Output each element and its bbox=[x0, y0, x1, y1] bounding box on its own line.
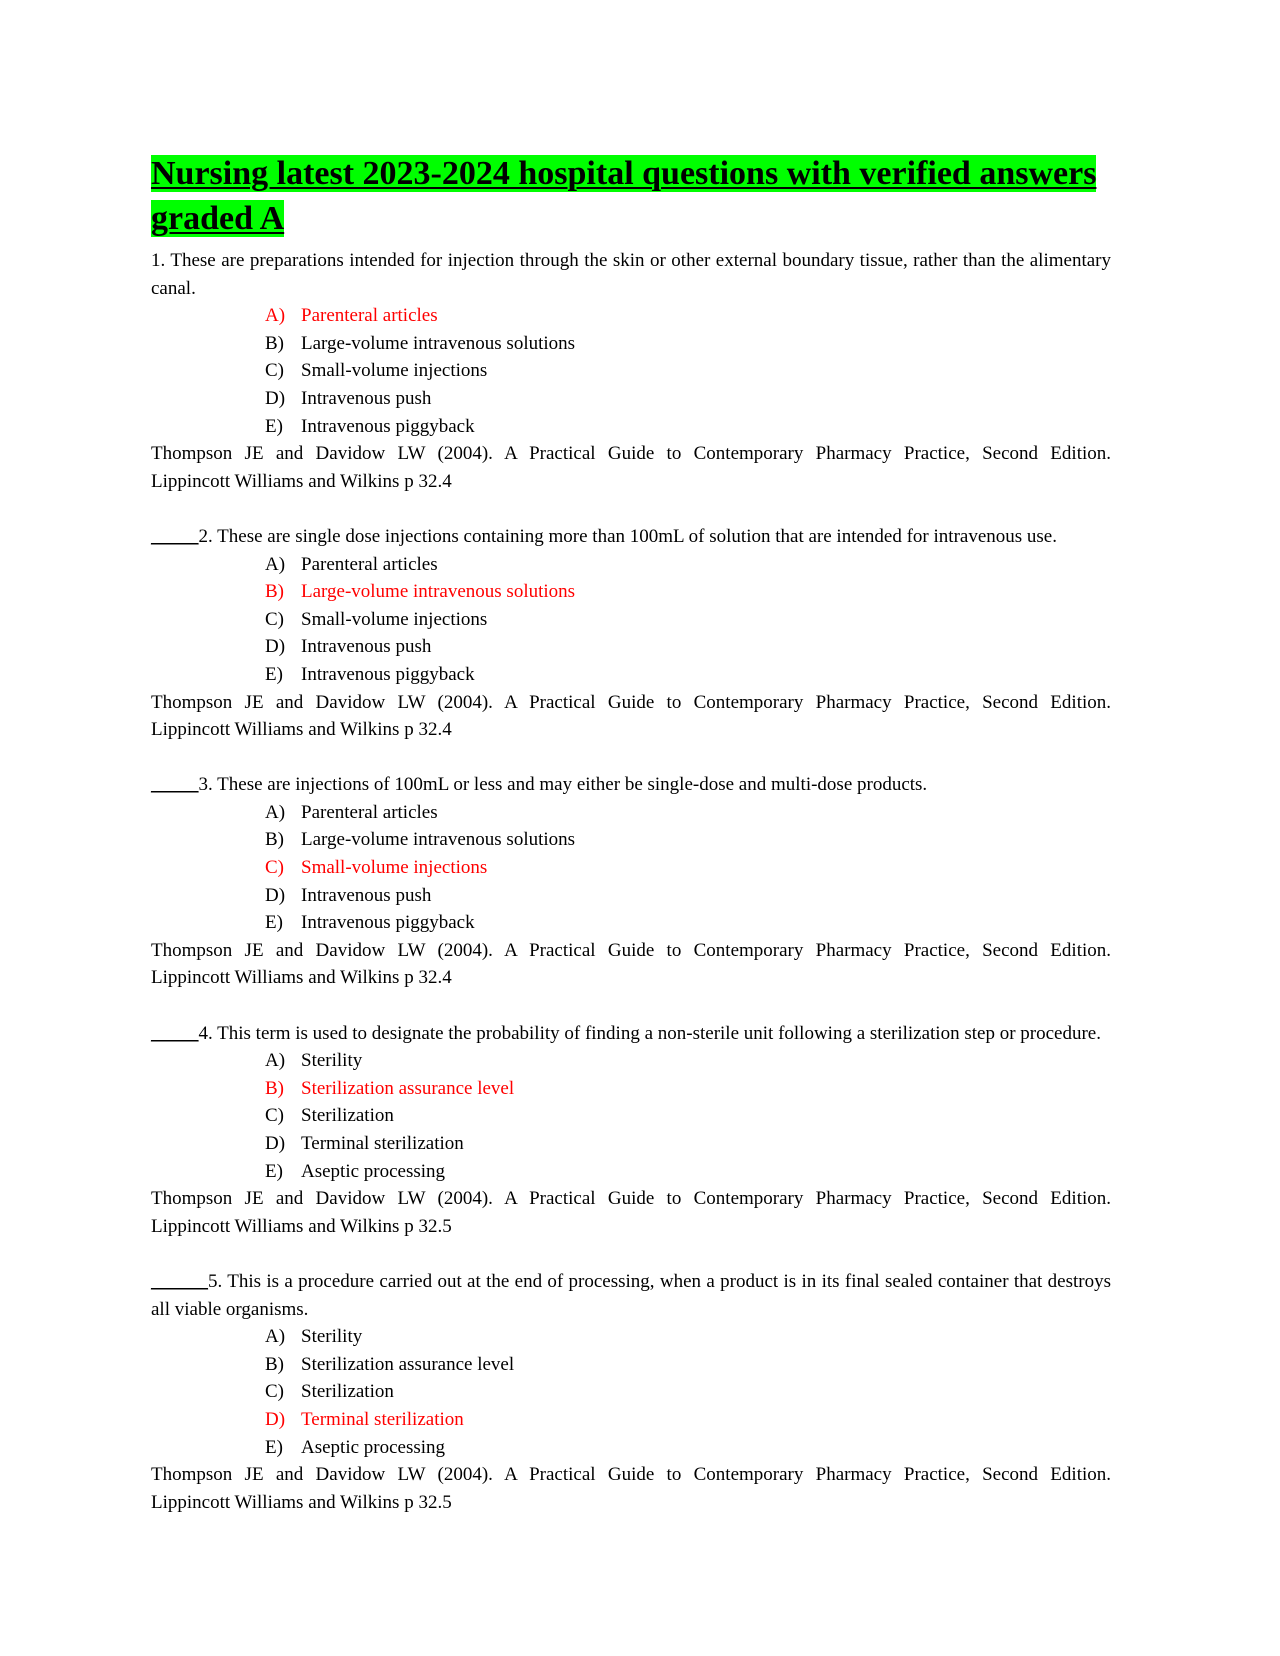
document-content bbox=[151, 151, 1111, 1516]
document-title-text: Nursing latest 2023-2024 hospital questions with verified answers graded A bbox=[151, 155, 1097, 237]
question-list bbox=[151, 247, 1111, 1516]
answer-options bbox=[151, 551, 1111, 689]
answer-option bbox=[265, 302, 1111, 330]
answer-option bbox=[265, 633, 1111, 661]
option-letter: E) bbox=[265, 912, 283, 934]
answer-option bbox=[265, 1130, 1111, 1158]
answer-blank: ______ bbox=[151, 1270, 208, 1292]
answer-option bbox=[265, 1434, 1111, 1462]
reference-line-2: Lippincott Williams and Wilkins p 32.4 bbox=[151, 719, 452, 741]
option-letter: D) bbox=[265, 884, 286, 906]
answer-options bbox=[151, 1323, 1111, 1461]
answer-blank: _____ bbox=[151, 774, 199, 796]
answer-option bbox=[265, 551, 1111, 579]
option-label: Terminal sterilization bbox=[301, 1408, 464, 1430]
option-letter: C) bbox=[265, 1381, 284, 1403]
question-stem bbox=[151, 1020, 1111, 1048]
option-label: Sterility bbox=[301, 1050, 363, 1072]
option-label: Aseptic processing bbox=[301, 1160, 446, 1182]
option-letter: D) bbox=[265, 636, 286, 658]
option-letter: E) bbox=[265, 1436, 283, 1458]
option-letter: A) bbox=[265, 1326, 286, 1348]
option-label: Sterilization bbox=[301, 1381, 394, 1403]
option-label: Intravenous piggyback bbox=[301, 415, 475, 437]
option-label: Parenteral articles bbox=[301, 801, 438, 823]
question-text: 5. This is a procedure carried out at the end of processing, when a product is in its final sealed container that destroys all viable organisms. bbox=[151, 1270, 1111, 1320]
answer-option bbox=[265, 357, 1111, 385]
question-text: 4. This term is used to designate the probability of finding a non-sterile unit following a sterilization step or procedure. bbox=[198, 1022, 1101, 1044]
option-letter: A) bbox=[265, 305, 286, 327]
answer-option bbox=[265, 330, 1111, 358]
option-label: Large-volume intravenous solutions bbox=[301, 332, 576, 354]
option-letter: E) bbox=[265, 415, 283, 437]
reference-line-2: Lippincott Williams and Wilkins p 32.4 bbox=[151, 967, 452, 989]
option-label: Sterilization assurance level bbox=[301, 1353, 515, 1375]
option-label: Parenteral articles bbox=[301, 305, 438, 327]
option-letter: B) bbox=[265, 332, 284, 354]
answer-options bbox=[151, 1047, 1111, 1185]
option-label: Small-volume injections bbox=[301, 608, 488, 630]
option-letter: E) bbox=[265, 663, 283, 685]
question-stem bbox=[151, 523, 1111, 551]
question-spacer bbox=[151, 992, 1111, 1020]
question-spacer bbox=[151, 1240, 1111, 1268]
reference-line-2: Lippincott Williams and Wilkins p 32.5 bbox=[151, 1215, 452, 1237]
option-label: Aseptic processing bbox=[301, 1436, 446, 1458]
document-title bbox=[151, 151, 1111, 241]
option-label: Small-volume injections bbox=[301, 857, 488, 879]
option-letter: A) bbox=[265, 801, 286, 823]
answer-option bbox=[265, 1323, 1111, 1351]
answer-option bbox=[265, 826, 1111, 854]
option-letter: A) bbox=[265, 553, 286, 575]
answer-option bbox=[265, 413, 1111, 441]
option-letter: B) bbox=[265, 1077, 284, 1099]
reference-line-2: Lippincott Williams and Wilkins p 32.5 bbox=[151, 1491, 452, 1513]
answer-option bbox=[265, 854, 1111, 882]
reference-line-2: Lippincott Williams and Wilkins p 32.4 bbox=[151, 470, 452, 492]
answer-option bbox=[265, 385, 1111, 413]
question-block-2 bbox=[151, 523, 1111, 744]
option-label: Sterilization assurance level bbox=[301, 1077, 515, 1099]
reference-line-1: Thompson JE and Davidow LW (2004). A Practical Guide to Contemporary Pharmacy Practice, Second Edition. bbox=[151, 443, 1111, 465]
option-letter: E) bbox=[265, 1160, 283, 1182]
answer-option bbox=[265, 1351, 1111, 1379]
question-block-4 bbox=[151, 1020, 1111, 1241]
question-stem bbox=[151, 1268, 1111, 1323]
question-stem bbox=[151, 247, 1111, 302]
option-label: Intravenous push bbox=[301, 884, 432, 906]
question-spacer bbox=[151, 495, 1111, 523]
answer-option bbox=[265, 1158, 1111, 1186]
option-letter: C) bbox=[265, 360, 284, 382]
answer-option bbox=[265, 606, 1111, 634]
option-label: Small-volume injections bbox=[301, 360, 488, 382]
option-label: Large-volume intravenous solutions bbox=[301, 581, 576, 603]
option-letter: C) bbox=[265, 1105, 284, 1127]
option-letter: B) bbox=[265, 829, 284, 851]
option-letter: C) bbox=[265, 608, 284, 630]
reference-line-1: Thompson JE and Davidow LW (2004). A Practical Guide to Contemporary Pharmacy Practice, Second Edition. bbox=[151, 1188, 1111, 1210]
answer-option bbox=[265, 882, 1111, 910]
question-text: 2. These are single dose injections containing more than 100mL of solution that are intended for intravenous use. bbox=[198, 525, 1057, 547]
answer-blank: _____ bbox=[151, 1022, 199, 1044]
option-label: Intravenous push bbox=[301, 636, 432, 658]
question-reference bbox=[151, 689, 1111, 744]
option-label: Large-volume intravenous solutions bbox=[301, 829, 576, 851]
option-label: Sterility bbox=[301, 1326, 363, 1348]
answer-blank: _____ bbox=[151, 525, 199, 547]
reference-line-1: Thompson JE and Davidow LW (2004). A Practical Guide to Contemporary Pharmacy Practice, Second Edition. bbox=[151, 691, 1111, 713]
question-reference bbox=[151, 937, 1111, 992]
question-reference bbox=[151, 1185, 1111, 1240]
question-reference bbox=[151, 440, 1111, 495]
answer-option bbox=[265, 1102, 1111, 1130]
question-text: 1. These are preparations intended for injection through the skin or other external boundary tissue, rather than the alimentary canal. bbox=[151, 250, 1111, 299]
answer-option bbox=[265, 661, 1111, 689]
question-reference bbox=[151, 1461, 1111, 1516]
answer-option bbox=[265, 1075, 1111, 1103]
reference-line-1: Thompson JE and Davidow LW (2004). A Practical Guide to Contemporary Pharmacy Practice, Second Edition. bbox=[151, 1464, 1111, 1486]
option-label: Parenteral articles bbox=[301, 553, 438, 575]
answer-options bbox=[151, 799, 1111, 937]
answer-option bbox=[265, 1406, 1111, 1434]
answer-option bbox=[265, 909, 1111, 937]
question-block-3 bbox=[151, 771, 1111, 992]
question-block-1 bbox=[151, 247, 1111, 495]
option-label: Sterilization bbox=[301, 1105, 394, 1127]
option-letter: B) bbox=[265, 581, 284, 603]
answer-option bbox=[265, 1378, 1111, 1406]
option-letter: D) bbox=[265, 1408, 286, 1430]
option-letter: B) bbox=[265, 1353, 284, 1375]
question-text: 3. These are injections of 100mL or less and may either be single-dose and multi-dose products. bbox=[198, 774, 928, 796]
option-letter: D) bbox=[265, 1133, 286, 1154]
reference-line-1: Thompson JE and Davidow LW (2004). A Practical Guide to Contemporary Pharmacy Practice, Second Edition. bbox=[151, 939, 1111, 961]
option-label: Intravenous piggyback bbox=[301, 663, 475, 685]
option-label: Intravenous push bbox=[301, 387, 432, 409]
option-letter: D) bbox=[265, 387, 286, 409]
answer-option bbox=[265, 1047, 1111, 1075]
option-letter: A) bbox=[265, 1050, 286, 1072]
option-label: Intravenous piggyback bbox=[301, 912, 475, 934]
question-stem bbox=[151, 771, 1111, 799]
question-spacer bbox=[151, 744, 1111, 772]
question-block-5 bbox=[151, 1268, 1111, 1516]
answer-option bbox=[265, 578, 1111, 606]
answer-option bbox=[265, 799, 1111, 827]
answer-options bbox=[151, 302, 1111, 440]
option-letter: C) bbox=[265, 857, 284, 879]
option-label: Terminal sterilization bbox=[301, 1133, 464, 1154]
